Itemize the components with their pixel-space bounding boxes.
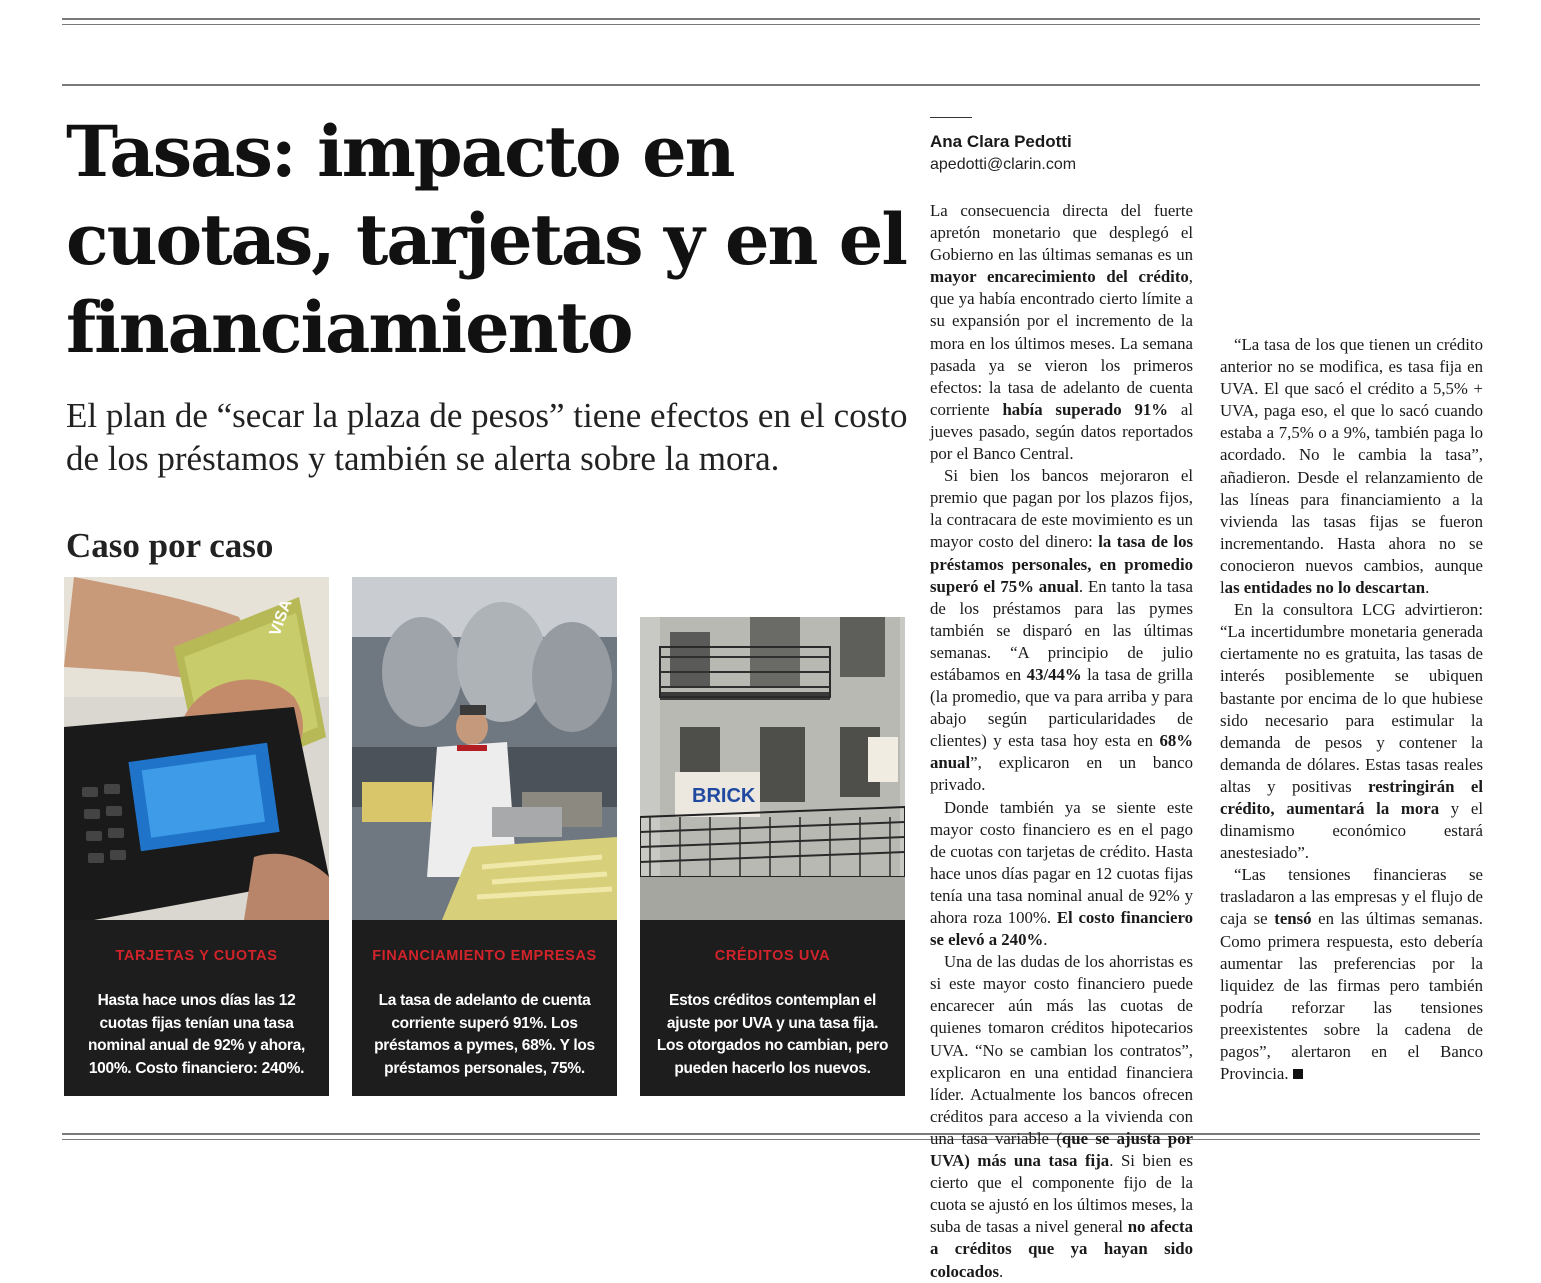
- brick-sign: BRICK: [692, 785, 756, 807]
- photo-card-payment: [64, 577, 329, 920]
- visa-logo: VISA: [266, 597, 296, 639]
- card-text: Hasta hace unos días las 12 cuotas fijas tenían una tasa nominal anual de 92% y ahora, 100%. Costo financiero: 240%.: [88, 992, 305, 1077]
- bottom-rule-thin: [62, 1139, 1480, 1140]
- headline: Tasas: impacto en cuotas, tarjetas y en el financiamiento: [66, 110, 906, 369]
- card-title: FINANCIAMIENTO EMPRESAS: [372, 948, 597, 964]
- body-paragraph: En la consultora LCG advirtieron: “La incertidumbre monetaria generada ciertamente no es gratuita, las tasas de interés posiblemente se ubiquen bastante por encima de lo que hubiese sido necesario para estimular la demanda de pesos y contener la demanda de dólares. Estas tasas reales altas y positivas restringirán el crédito, aumentará la mora y el dinamismo económico estará anestesiado”.: [1220, 600, 1483, 863]
- body-paragraph: Donde también ya se siente este mayor costo financiero es en el pago de cuotas con tarjetas de crédito. Hasta hace unos días pagar en 12 cuotas fijas tenía una tasa nominal anual de 92% y ahora roza 100%. El costo financiero se elevó a 240%.: [930, 797, 1193, 950]
- author: Ana Clara Pedotti: [930, 132, 1072, 151]
- top-rule-thin: [62, 24, 1480, 25]
- card-title: TARJETAS Y CUOTAS: [115, 948, 278, 964]
- body-paragraph: Una de las dudas de los ahorristas es si este mayor costo financiero puede encarecer aún más las cuotas de quienes tomaron créditos hipotecarios UVA. “No se cambian los contratos”, explicaron en una entidad financiera líder. Actualmente los bancos ofrecen créditos para acceso a la vivienda con una tasa variable (que se ajusta por UVA) más una tasa fija. Si bien es cierto que el componente fijo de la cuota se ajustó en los últimos meses, la suba de tasas a nivel general no afecta a créditos que ya hayan sido colocados.: [930, 952, 1193, 1281]
- card-tarjetas: [64, 577, 329, 1096]
- section-title: Caso por caso: [66, 526, 274, 565]
- top-rule: [62, 18, 1480, 20]
- card-text: Estos créditos contemplan el ajuste por UVA y una tasa fija. Los otorgados no cambian, pero pueden hacerlo los nuevos.: [656, 992, 889, 1077]
- section-rule: [62, 84, 1480, 86]
- end-mark-icon: [1293, 1069, 1303, 1079]
- body-paragraph: “La tasa de los que tienen un crédito anterior no se modifica, es tasa fija en UVA. El que sacó el crédito a 5,5% + UVA, paga eso, el que lo sacó cuando estaba a 7,5% o a 9%, también paga lo acordado. No le cambia la tasa”, añadieron. Desde el relanzamiento de las líneas para financiamiento a la vivienda las tasas fijas se fueron incrementando. Hasta ahora no se conocieron nuevos cambios, aunque las entidades no lo descartan.: [1220, 335, 1483, 598]
- body-paragraph: “Las tensiones financieras se trasladaron a las empresas y el flujo de caja se tensó en las últimas semanas. Como primera respuesta, esto debería aumentar las preferencias por la liquidez de las firmas pero también podría reforzar las tensiones preexistentes sobre la cadena de pagos”, alertaron en el Banco Provincia.: [1220, 865, 1483, 1084]
- photo-factory: [352, 577, 617, 920]
- body-column-1: [930, 200, 1193, 1283]
- body-paragraph: La consecuencia directa del fuerte apretón monetario que desplegó el Gobierno en las últimas semanas es un mayor encarecimiento del crédito, que ya había encontrado cierto límite a su expansión por el incremento de la mora en los últimos meses. La semana pasada ya se vieron los primeros efectos: la tasa de adelanto de cuenta corriente había superado 91% al jueves pasado, según datos reportados por el Banco Central.: [930, 201, 1193, 464]
- card-text: La tasa de adelanto de cuenta corriente superó 91%. Los préstamos a pymes, 68%. Y los préstamos personales, 75%.: [374, 992, 595, 1077]
- body-column-2: [1220, 334, 1483, 1085]
- dek: El plan de “secar la plaza de pesos” tiene efectos en el costo de los préstamos y también se alerta sobre la mora.: [66, 396, 908, 478]
- byline-rule: [930, 117, 972, 118]
- card-title: CRÉDITOS UVA: [714, 948, 831, 964]
- card-empresas: [352, 577, 617, 1096]
- card-uva: [640, 577, 905, 1096]
- bottom-rule: [62, 1133, 1480, 1135]
- author-email[interactable]: apedotti@clarin.com: [930, 156, 1077, 173]
- photo-building: [640, 577, 905, 920]
- body-paragraph: Si bien los bancos mejoraron el premio que pagan por los plazos fijos, la contracara de este movimiento es un mayor costo del dinero: la tasa de los préstamos personales, en promedio superó el 75% anual. En tanto la tasa de los préstamos para las pymes también se disparó en las últimas semanas. “A principio de julio estábamos en 43/44% la tasa de grilla (la promedio, que va para arriba y para abajo según particularidades de clientes) y esta tasa hoy esta en 68% anual”, explicaron en un banco privado.: [930, 466, 1194, 795]
